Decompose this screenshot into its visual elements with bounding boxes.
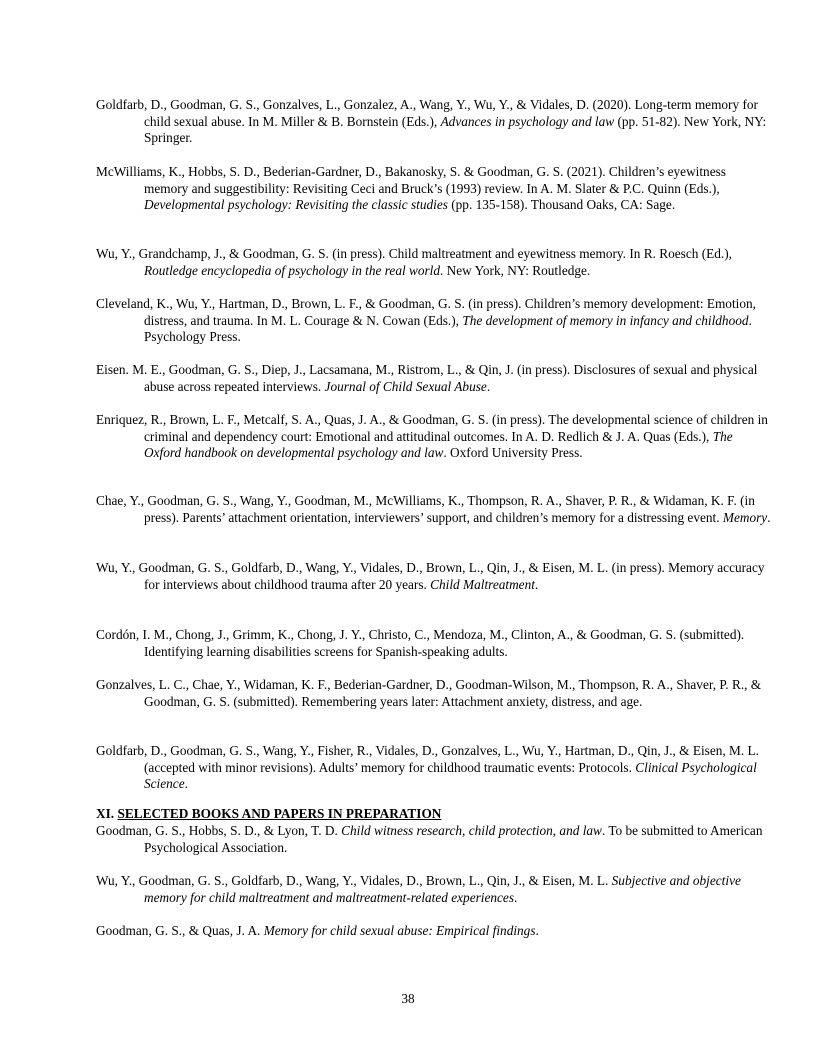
reference-entry: Eisen. M. E., Goodman, G. S., Diep, J., Lacsamana, M., Ristrom, L., & Qin, J. (in press). Disclosures of sexual and physical abuse across repeated interviews. Journal of Child Sexual Abuse. [96,362,758,394]
section-heading [96,806,441,823]
reference-entry: Goldfarb, D., Goodman, G. S., Wang, Y., Fisher, R., Vidales, D., Gonzalves, L., Wu, Y., Hartman, D., Qin, J., & Eisen, M. L. (accepted with minor revisions). Adults’ memory for childhood traumatic events: Protocols. Clinical Psychological Science. [96,743,759,792]
page-number: 38 [401,991,415,1006]
reference-entry: Gonzalves, L. C., Chae, Y., Widaman, K. F., Bederian-Gardner, D., Goodman-Wilson, M., Thompson, R. A., Shaver, P. R., & Goodman, G. S. (submitted). Remembering years later: Attachment anxiety, distress, and age. [96,677,762,709]
reference-entry: Cleveland, K., Wu, Y., Hartman, D., Brown, L. F., & Goodman, G. S. (in press). Children’s memory development: Emotion, distress, and trauma. In M. L. Courage & N. Cowan (Eds.), The development of memory in infancy and childhood. Psychology Press. [96,296,756,345]
reference-entry: Cordón, I. M., Chong, J., Grimm, K., Chong, J. Y., Christo, C., Mendoza, M., Clinton, A., & Goodman, G. S. (submitted). Identifying learning disabilities screens for Spanish-speaking adults. [96,627,745,659]
reference-entry: Wu, Y., Grandchamp, J., & Goodman, G. S. (in press). Child maltreatment and eyewitness memory. In R. Roesch (Ed.), Routledge encyclopedia of psychology in the real world. New York, NY: Routledge. [96,246,732,278]
reference-entry: Enriquez, R., Brown, L. F., Metcalf, S. A., Quas, J. A., & Goodman, G. S. (in press). The developmental science of children in criminal and dependency court: Emotional and attitudinal outcomes. In A. D. Redlich & J. A. Quas (Eds.), The Oxford handbook on developmental psychology and law. Oxford University Press. [96,412,768,461]
reference-entry: McWilliams, K., Hobbs, S. D., Bederian-Gardner, D., Bakanosky, S. & Goodman, G. S. (2021). Children’s eyewitness memory and suggestibility: Revisiting Ceci and Bruck’s (1993) review. In A. M. Slater & P.C. Quinn (Eds.), Developmental psychology: Revisiting the classic studies (pp. 135-158). Thousand Oaks, CA: Sage. [96,164,726,213]
reference-entry: Wu, Y., Goodman, G. S., Goldfarb, D., Wang, Y., Vidales, D., Brown, L., Qin, J., & Eisen, M. L. (in press). Memory accuracy for interviews about childhood trauma after 20 years. Child Maltreatment. [96,560,765,592]
section-number: XI. [96,806,115,821]
in-preparation-entry: Goodman, G. S., & Quas, J. A. Memory for child sexual abuse: Empirical findings. [96,923,539,938]
in-preparation-entry: Goodman, G. S., Hobbs, S. D., & Lyon, T. D. Child witness research, child protection, and law. To be submitted to American Psychological Association. [96,823,763,855]
section-title: SELECTED BOOKS AND PAPERS IN PREPARATION [117,806,442,821]
reference-entry: Chae, Y., Goodman, G. S., Wang, Y., Goodman, M., McWilliams, K., Thompson, R. A., Shaver, P. R., & Widaman, K. F. (in press). Parents’ attachment orientation, interviewers’ support, and children’s memory for a distressing event. Memory. [96,493,771,525]
in-preparation-entry: Wu, Y., Goodman, G. S., Goldfarb, D., Wang, Y., Vidales, D., Brown, L., Qin, J., & Eisen, M. L. Subjective and objective memory for child maltreatment and maltreatment-related experiences. [96,873,741,905]
reference-entry: Goldfarb, D., Goodman, G. S., Gonzalves, L., Gonzalez, A., Wang, Y., Wu, Y., & Vidales, D. (2020). Long-term memory for child sexual abuse. In M. Miller & B. Bornstein (Eds.), Advances in psychology and law (pp. 51-82). New York, NY: Springer. [96,97,767,146]
